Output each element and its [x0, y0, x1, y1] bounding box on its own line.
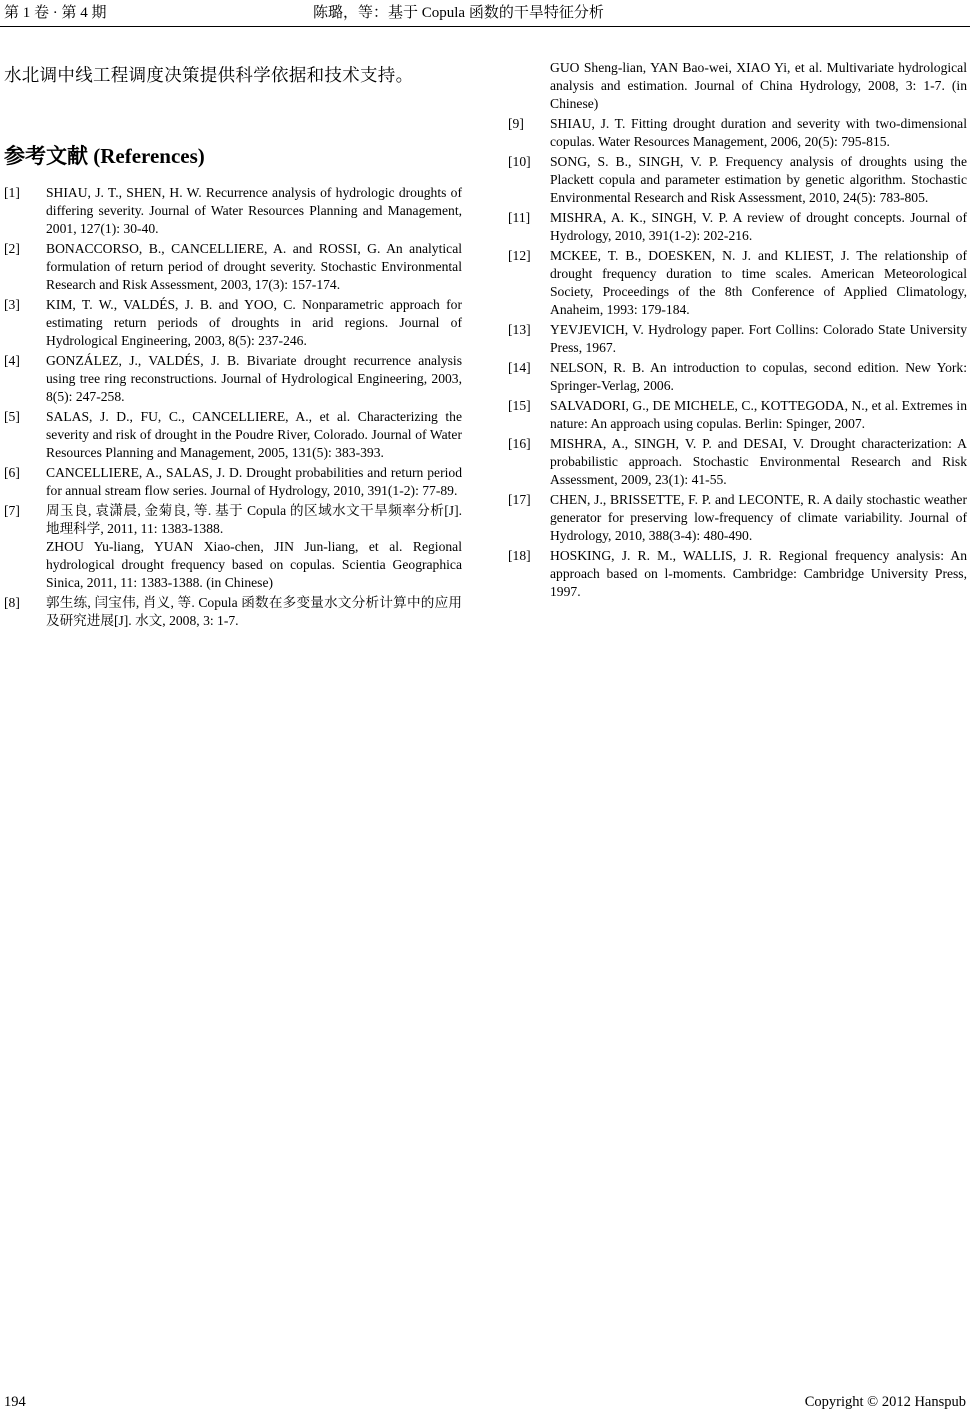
reference-item: [4, 240, 462, 294]
reference-text: MCKEE, T. B., DOESKEN, N. J. and KLIEST, J. The relationship of drought frequency duration to time scales. American Meteorological Society, Proceedings of the 8th Conference of Applied Climatology, Anaheim, 1993: 179-184.: [550, 248, 967, 317]
reference-number: [14]: [508, 360, 531, 375]
reference-number: [5]: [4, 409, 20, 424]
reference-item: [508, 397, 967, 433]
running-title: 陈璐，等：基于 Copula 函数的干旱特征分析: [313, 5, 604, 21]
reference-text: GONZÁLEZ, J., VALDÉS, J. B. Bivariate drought recurrence analysis using tree ring reconstructions. Journal of Hydrological Engineering, 2003, 8(5): 247-258.: [46, 353, 462, 404]
reference-item: [508, 209, 967, 245]
running-header: [0, 0, 970, 27]
reference-text: 郭生练, 闫宝伟, 肖义, 等. Copula 函数在多变量水文分析计算中的应用及研究进展[J]. 水文, 2008, 3: 1-7.: [46, 595, 462, 628]
page-number: 194: [4, 1394, 26, 1410]
reference-number: [2]: [4, 241, 20, 256]
reference-text: MISHRA, A. K., SINGH, V. P. A review of drought concepts. Journal of Hydrology, 2010, 391(1-2): 202-216.: [550, 210, 967, 243]
reference-item: [508, 359, 967, 395]
reference-text: HOSKING, J. R. M., WALLIS, J. R. Regional frequency analysis: An approach based on l-moments. Cambridge: Cambridge University Press, 1997.: [550, 548, 967, 599]
reference-number: [11]: [508, 210, 531, 225]
reference-number: [7]: [4, 503, 20, 518]
reference-continuation: [508, 59, 967, 113]
reference-item: [4, 464, 462, 500]
reference-number: [8]: [4, 595, 20, 610]
reference-text: KIM, T. W., VALDÉS, J. B. and YOO, C. Nonparametric approach for estimating return periods of droughts in arid regions. Journal of Hydrological Engineering, 2003, 8(5): 237-246.: [46, 297, 462, 348]
reference-english-translation: GUO Sheng-lian, YAN Bao-wei, XIAO Yi, et al. Multivariate hydrological analysis and estimation. Journal of China Hydrology, 2008, 3: 1-7. (in Chinese): [550, 60, 967, 111]
reference-item: [508, 491, 967, 545]
reference-text: 周玉良, 袁潇晨, 金菊良, 等. 基于 Copula 的区域水文干旱频率分析[J]. 地理科学, 2011, 11: 1383-1388.: [46, 503, 462, 536]
reference-number: [4]: [4, 353, 20, 368]
reference-item: [4, 408, 462, 462]
reference-text: SALVADORI, G., DE MICHELE, C., KOTTEGODA, N., et al. Extremes in nature: An approach using copulas. Berlin: Spinger, 2007.: [550, 398, 967, 431]
reference-item: [508, 435, 967, 489]
reference-text: MISHRA, A., SINGH, V. P. and DESAI, V. Drought characterization: A probabilistic approach. Stochastic Environmental Research and Risk Assessment, 2009, 23(1): 41-55.: [550, 436, 967, 487]
reference-item: [4, 184, 462, 238]
reference-item: [508, 321, 967, 357]
reference-text: BONACCORSO, B., CANCELLIERE, A. and ROSSI, G. An analytical formulation of return period of drought severity. Stochastic Environmental Research and Risk Assessment, 2003, 17(3): 157-174.: [46, 241, 462, 292]
reference-number: [9]: [508, 116, 524, 131]
reference-number: [3]: [4, 297, 20, 312]
reference-number: [16]: [508, 436, 531, 451]
reference-item: [4, 352, 462, 406]
reference-number: [15]: [508, 398, 531, 413]
reference-number: [10]: [508, 154, 531, 169]
reference-text: SHIAU, J. T. Fitting drought duration and severity with two-dimensional copulas. Water Resources Management, 2006, 20(5): 795-815.: [550, 116, 967, 149]
reference-text: SALAS, J. D., FU, C., CANCELLIERE, A., et al. Characterizing the severity and risk of drought in the Poudre River, Colorado. Journal of Water Resources Planning and Management, 2005, 131(5): 383-393.: [46, 409, 462, 460]
reference-number: [18]: [508, 548, 531, 563]
reference-item: [508, 247, 967, 319]
reference-item: [4, 502, 462, 592]
intro-text: 水北调中线工程调度决策提供科学依据和技术支持。: [4, 65, 414, 85]
reference-list-left: [4, 184, 462, 632]
reference-english-translation: ZHOU Yu-liang, YUAN Xiao-chen, JIN Jun-liang, et al. Regional hydrological drought frequency based on copulas. Scientia Geographica Sinica, 2011, 11: 1383-1388. (in Chinese): [46, 539, 462, 590]
reference-item: [4, 296, 462, 350]
reference-number: [13]: [508, 322, 531, 337]
copyright-notice: Copyright © 2012 Hanspub: [804, 1394, 966, 1410]
reference-item: [508, 153, 967, 207]
journal-issue: 第 1 卷 · 第 4 期: [4, 5, 107, 21]
reference-text: CHEN, J., BRISSETTE, F. P. and LECONTE, R. A daily stochastic weather generator for preserving low-frequency of climate variability. Journal of Hydrology, 2010, 388(3-4): 480-490.: [550, 492, 967, 543]
reference-number: [6]: [4, 465, 20, 480]
reference-list-right: [508, 59, 967, 603]
reference-text: CANCELLIERE, A., SALAS, J. D. Drought probabilities and return period for annual stream flow series. Journal of Hydrology, 2010, 391(1-2): 77-89.: [46, 465, 462, 498]
reference-number: [1]: [4, 185, 20, 200]
reference-number: [17]: [508, 492, 531, 507]
reference-item: [4, 594, 462, 630]
reference-text: YEVJEVICH, V. Hydrology paper. Fort Collins: Colorado State University Press, 1967.: [550, 322, 967, 355]
reference-text: SHIAU, J. T., SHEN, H. W. Recurrence analysis of hydrologic droughts of differing severity. Journal of Water Resources Planning and Management, 2001, 127(1): 30-40.: [46, 185, 462, 236]
references-heading: 参考文献 (References): [4, 144, 205, 168]
reference-item: [508, 547, 967, 601]
reference-text: SONG, S. B., SINGH, V. P. Frequency analysis of droughts using the Plackett copula and parameter estimation by genetic algorithm. Stochastic Environmental Research and Risk Assessment, 2010, 24(5): 783-805.: [550, 154, 967, 205]
reference-text: NELSON, R. B. An introduction to copulas, second edition. New York: Springer-Verlag, 2006.: [550, 360, 967, 393]
reference-item: [508, 115, 967, 151]
reference-number: [12]: [508, 248, 531, 263]
